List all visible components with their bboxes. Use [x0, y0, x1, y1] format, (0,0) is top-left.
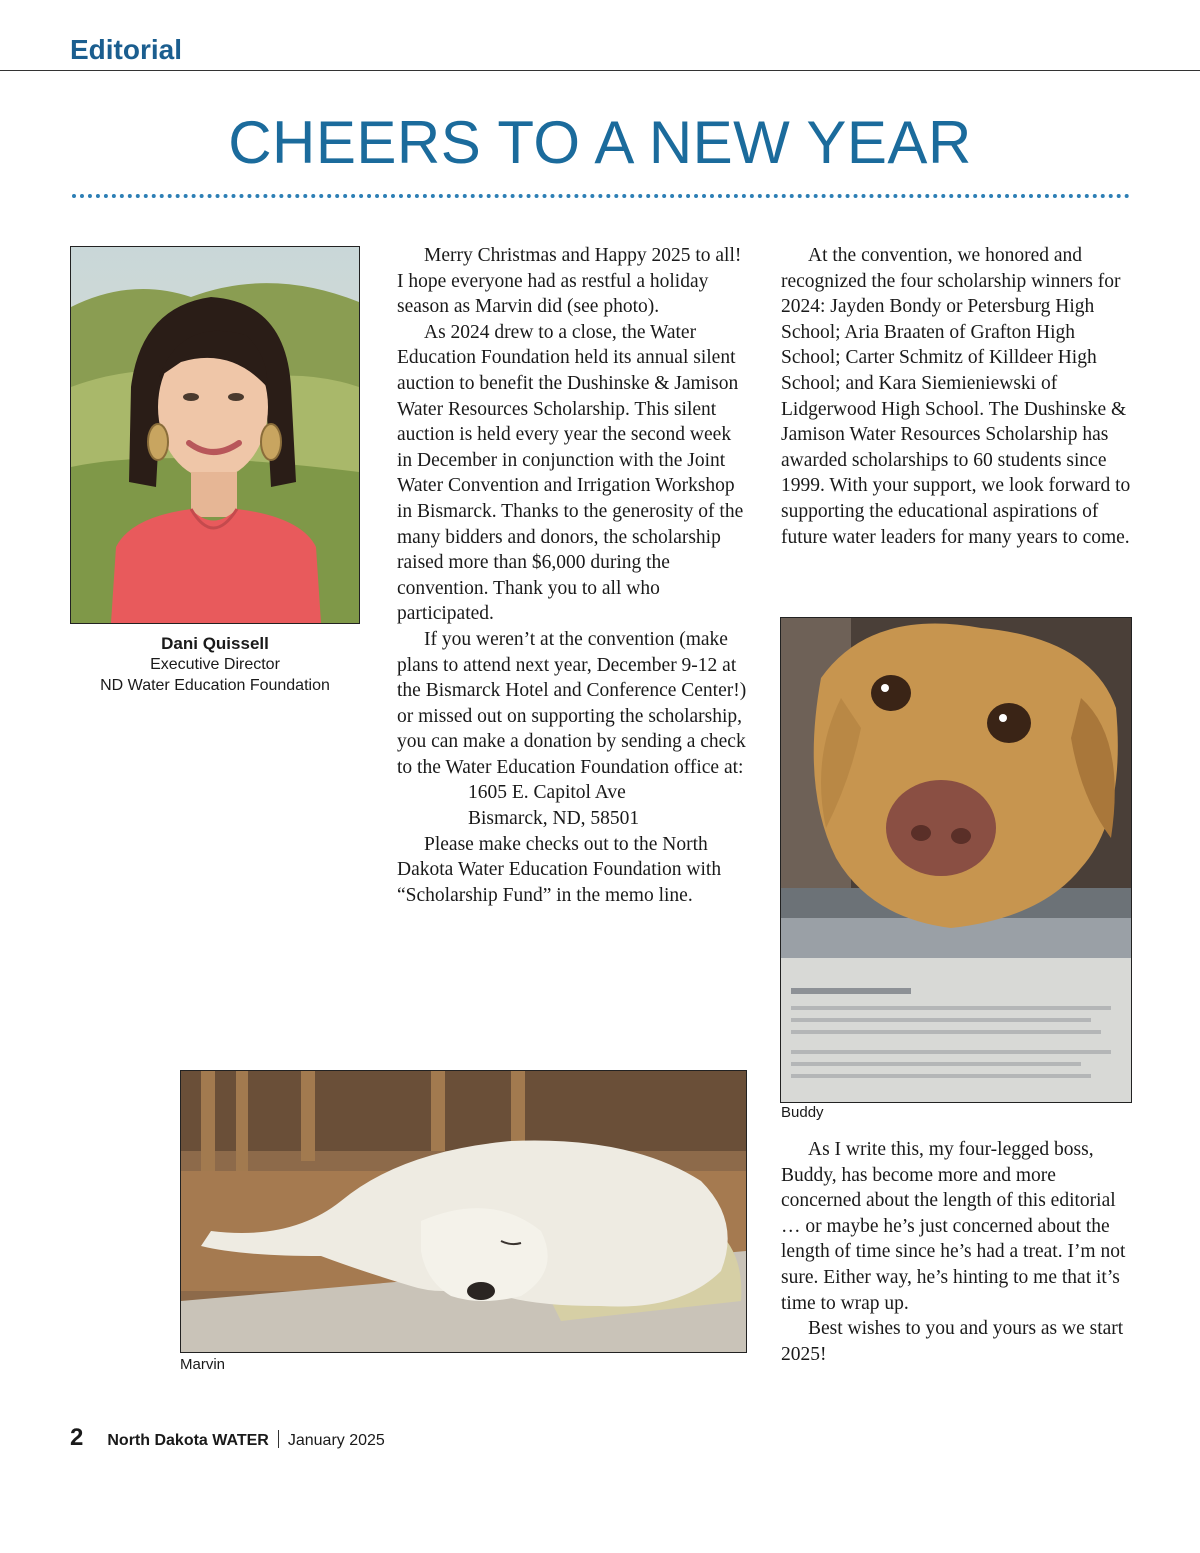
paragraph: Please make checks out to the North Dakota Water Education Foundation with “Scholarship Fund” in the memo line. [397, 833, 722, 906]
paragraph: As 2024 drew to a close, the Water Education Foundation held its annual silent auction to benefit the Dushinske & Jamison Water Resources Scholarship. This silent auction is held every year the second week in December in conjunction with the Joint Water Convention and Irrigation Workshop in Bismarck. Thanks to the generosity of the many bidders and donors, the scholarship raised more than $6,000 during the convention. Thank you to all who participated. [397, 321, 744, 625]
paragraph: At the convention, we honored and recognized the four scholarship winners for 2024: Jayden Bondy or Petersburg High School; Aria Braaten of Grafton High School; Carter Schmitz of Killdeer High School; and Kara Siemieniewski of Lidgerwood High School. The Dushinske & Jamison Water Resources Scholarship has awarded scholarships to 60 students since 1999. With your support, we look forward to supporting the educational aspirations of future water leaders for many years to come. [781, 245, 1131, 548]
author-role: Executive Director [150, 656, 280, 673]
marvin-photo [180, 1070, 747, 1353]
paragraph: If you weren’t at the convention (make plans to attend next year, December 9-12 at the Bismarck Hotel and Conference Center!) or missed out on supporting the scholarship, you can make a donation by sending a check to the Water Education Foundation office at: [397, 628, 747, 778]
author-portrait [70, 246, 360, 624]
header-rule [0, 70, 1200, 71]
publication-name: North Dakota WATER [107, 1432, 269, 1449]
page-footer [70, 1424, 385, 1452]
paragraph: Merry Christmas and Happy 2025 to all! I hope everyone had as restful a holiday season as Marvin did (see photo). [397, 245, 742, 318]
address-line: 1605 E. Capitol Ave [468, 782, 626, 804]
author-org: ND Water Education Foundation [100, 677, 330, 694]
buddy-caption: Buddy [781, 1104, 824, 1121]
author-name: Dani Quissell [161, 634, 269, 653]
section-label: Editorial [70, 34, 183, 65]
footer-separator [278, 1430, 279, 1448]
article-column-1 [397, 243, 749, 908]
page-title: CHEERS TO A NEW YEAR [228, 109, 972, 176]
author-block [70, 633, 360, 696]
page-number: 2 [70, 1424, 84, 1451]
article-column-2-continued [781, 1137, 1133, 1367]
paragraph: As I write this, my four-legged boss, Buddy, has become more and more concerned about the length of this editorial … or maybe he’s just concerned about the length of time since he’s had a treat. I’m not sure. Either way, he’s hinting to me that it’s time to wrap up. [781, 1139, 1126, 1314]
article-column-2 [781, 243, 1133, 550]
issue-date: January 2025 [287, 1432, 385, 1449]
buddy-photo [780, 617, 1132, 1103]
paragraph: Best wishes to you and yours as we start 2025! [781, 1318, 1124, 1365]
marvin-caption: Marvin [180, 1356, 226, 1373]
address-line: Bismarck, ND, 58501 [468, 808, 640, 830]
dotted-divider [72, 194, 1130, 198]
